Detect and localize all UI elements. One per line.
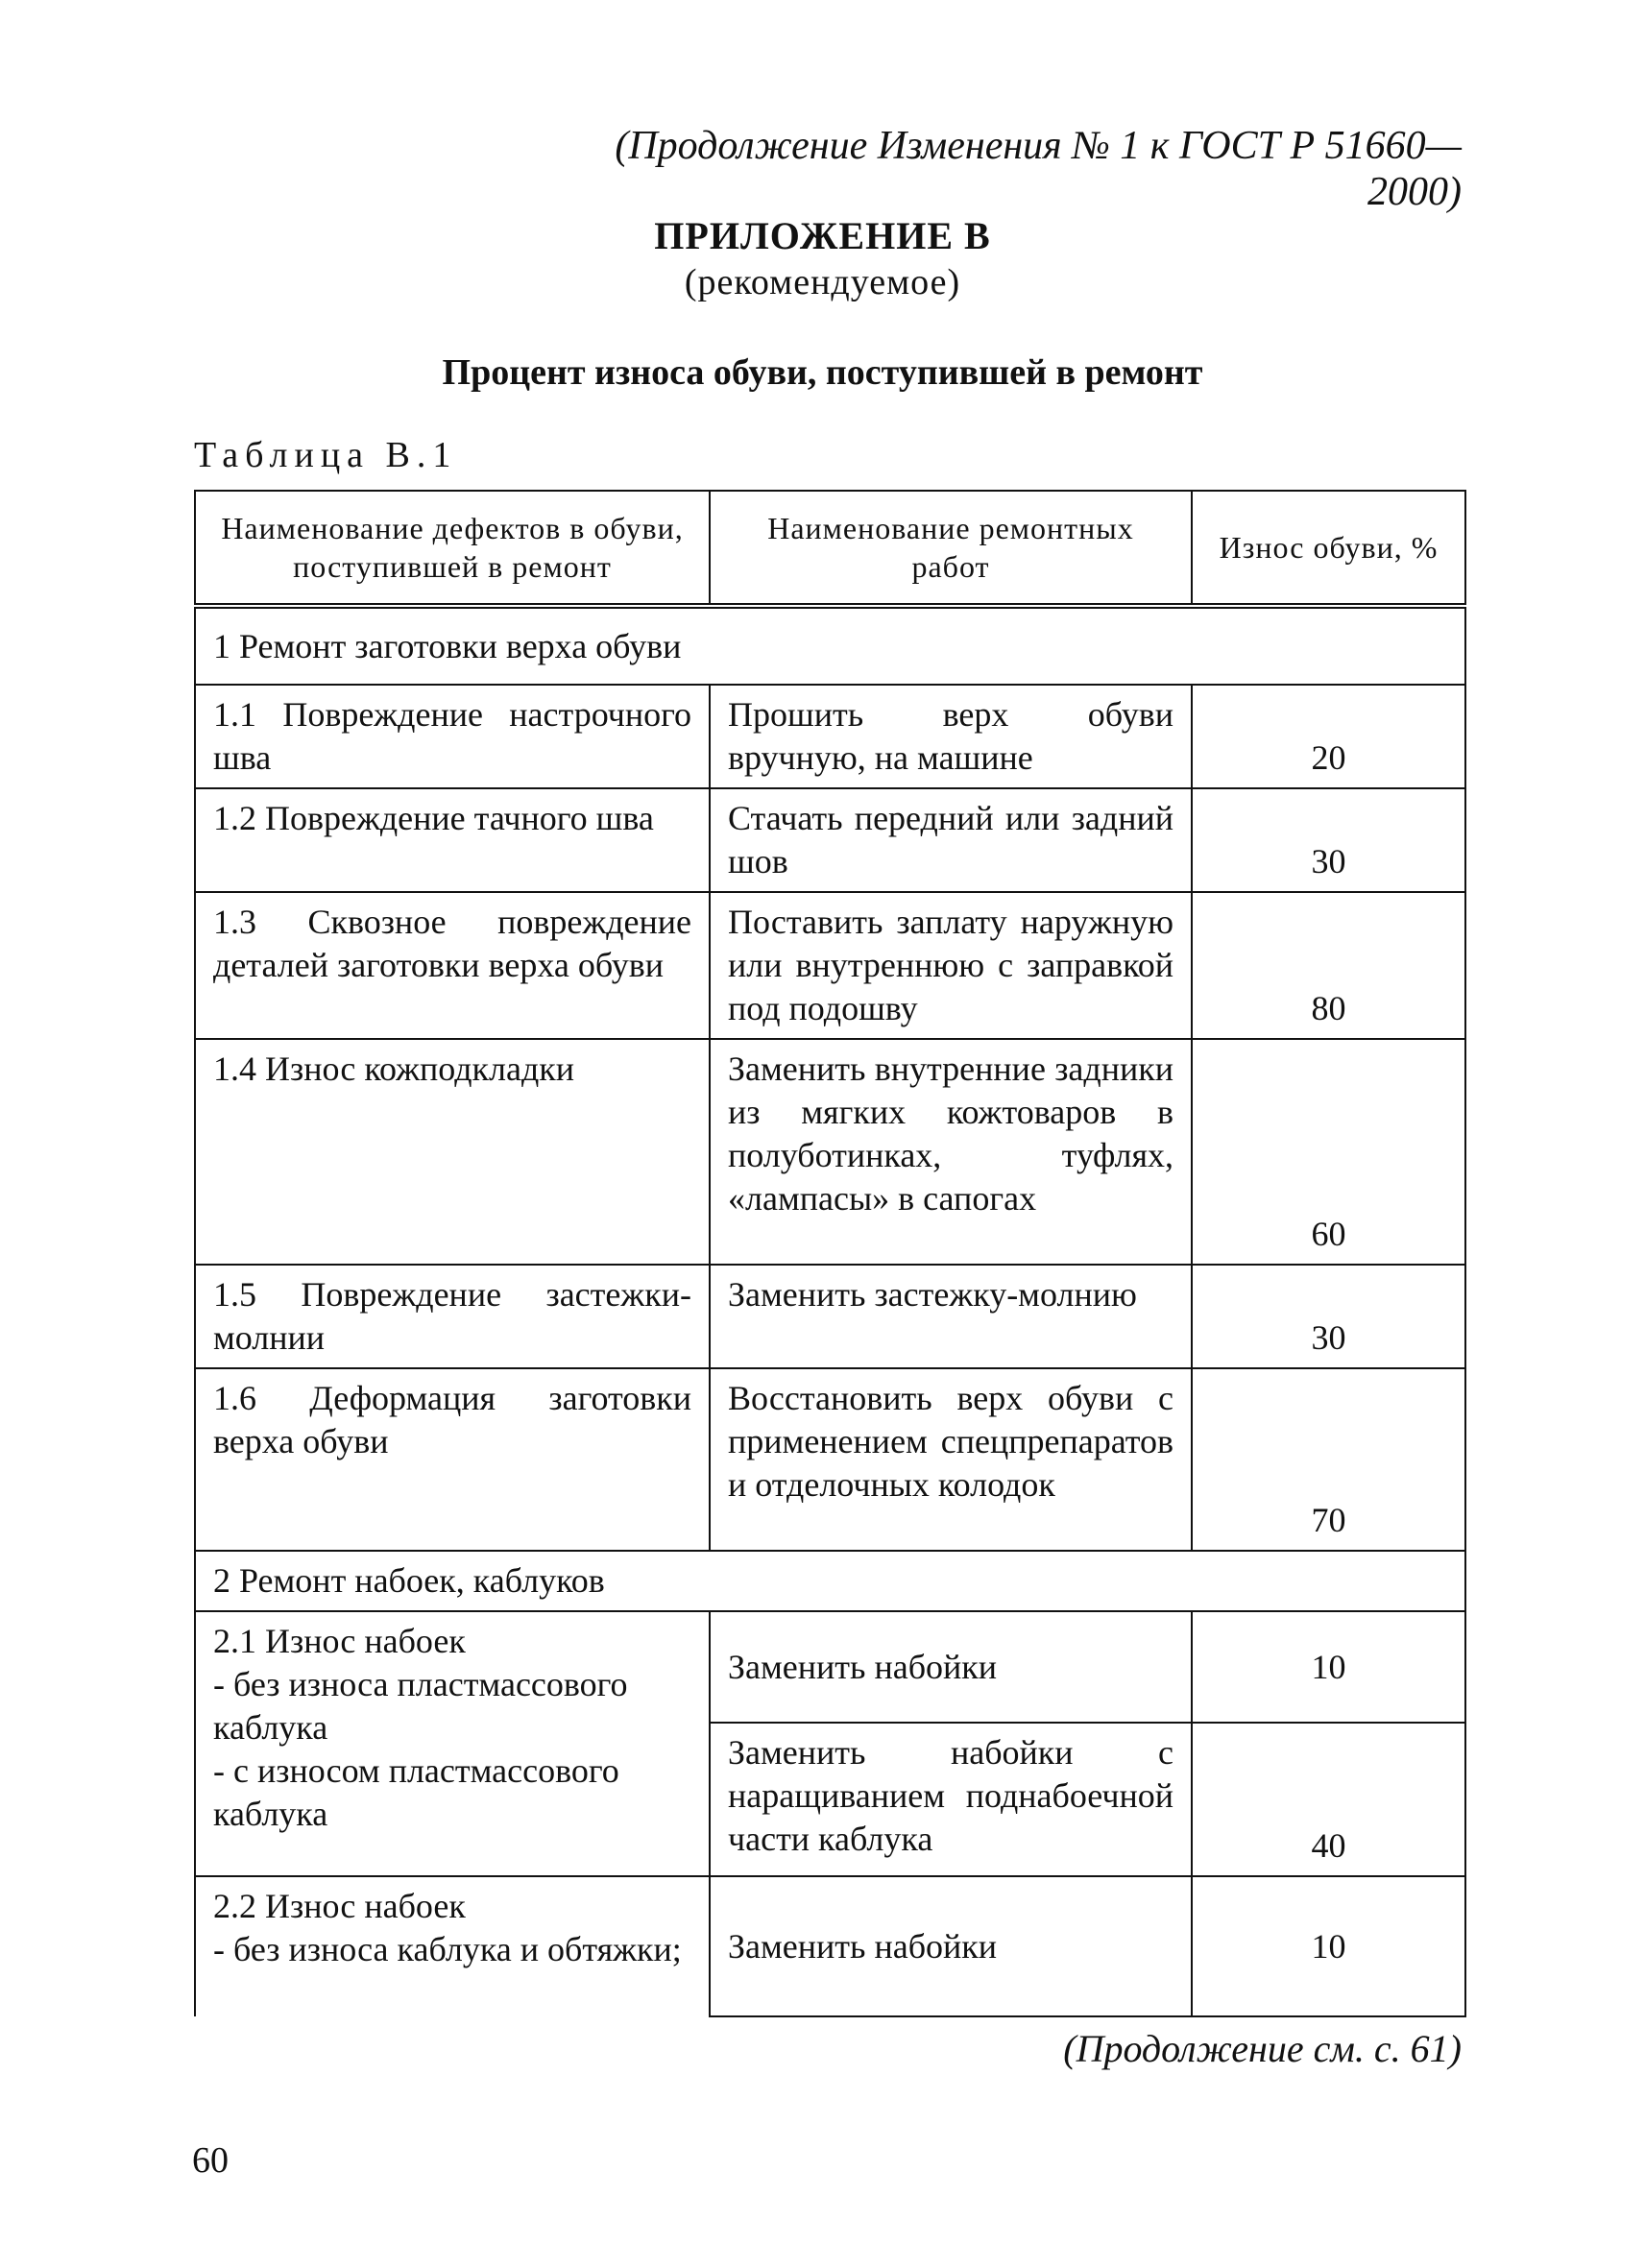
table-row (195, 1265, 1465, 1368)
column-header-work: Наименование ремонтных работ (710, 491, 1192, 606)
defect-title: 2.1 Износ набоек (213, 1622, 466, 1660)
work-cell: Стачать передний или задний шов (710, 788, 1192, 892)
column-header-wear: Износ обуви, % (1192, 491, 1465, 606)
defect-cell (195, 1611, 710, 1876)
wear-cell: 40 (1192, 1723, 1465, 1876)
column-header-defect: Наименование дефектов в обуви, поступившей в ремонт (195, 491, 710, 606)
running-head: (Продолжение Изменения № 1 к ГОСТ Р 51660—2000) (615, 124, 1462, 214)
work-cell: Заменить набойки (710, 1611, 1192, 1723)
table-row (195, 1039, 1465, 1265)
section-title-1: 1 Ремонт заготовки верха обуви (195, 606, 1465, 685)
section-row (195, 606, 1465, 685)
defect-cell: 1.2 Повреждение тачного шва (195, 788, 710, 892)
work-cell: Восстановить верх обуви с применением спецпрепаратов и отделочных колодок (710, 1368, 1192, 1551)
wear-cell: 20 (1192, 685, 1465, 788)
wear-cell: 10 (1192, 1876, 1465, 2016)
defect-cell: 1.3 Сквозное повреждение деталей заготовки верха обуви (195, 892, 710, 1039)
defect-case: - с износом пластмассового каблука (213, 1751, 619, 1833)
wear-cell: 60 (1192, 1039, 1465, 1265)
wear-cell: 80 (1192, 892, 1465, 1039)
defect-case: - без износа каблука и обтяжки; (213, 1930, 682, 1968)
defect-cell (195, 1876, 710, 2016)
work-cell: Заменить набойки (710, 1876, 1192, 2016)
table-row (195, 1368, 1465, 1551)
work-cell: Прошить верх обуви вручную, на машине (710, 685, 1192, 788)
table-row (195, 1876, 1465, 2016)
annex-status: (рекомендуемое) (684, 262, 961, 302)
page-number: 60 (192, 2140, 229, 2181)
wear-table (194, 490, 1466, 2017)
work-cell: Поставить заплату наружную или внутреннюю с заправкой под подошву (710, 892, 1192, 1039)
wear-cell: 10 (1192, 1611, 1465, 1723)
table-caption: Таблица В.1 (194, 435, 458, 475)
work-cell: Заменить внутренние задники из мягких кожтоваров в полуботинках, туфлях, «лампасы» в сапогах (710, 1039, 1192, 1265)
defect-cell: 1.1 Повреждение настрочного шва (195, 685, 710, 788)
work-cell: Заменить застежку-молнию (710, 1265, 1192, 1368)
wear-cell: 30 (1192, 1265, 1465, 1368)
section-row (195, 1551, 1465, 1611)
defect-title: 2.2 Износ набоек (213, 1887, 466, 1925)
table-header-row (195, 491, 1465, 606)
table-row (195, 892, 1465, 1039)
table-row (195, 685, 1465, 788)
wear-cell: 70 (1192, 1368, 1465, 1551)
table-row (195, 788, 1465, 892)
wear-cell: 30 (1192, 788, 1465, 892)
defect-case: - без износа пластмассового каблука (213, 1665, 628, 1747)
defect-cell: 1.6 Деформация заготовки верха обуви (195, 1368, 710, 1551)
defect-cell: 1.5 Повреждение застежки-молнии (195, 1265, 710, 1368)
continued-note: (Продолжение см. с. 61) (1063, 2027, 1462, 2070)
table-row (195, 1611, 1465, 1723)
section-title-2: 2 Ремонт набоек, каблуков (195, 1551, 1465, 1611)
document-title: Процент износа обуви, поступившей в ремонт (442, 352, 1203, 393)
annex-title: ПРИЛОЖЕНИЕ В (654, 214, 991, 257)
defect-cell: 1.4 Износ кожподкладки (195, 1039, 710, 1265)
work-cell: Заменить набойки с наращиванием поднабоечной части каблука (710, 1723, 1192, 1876)
